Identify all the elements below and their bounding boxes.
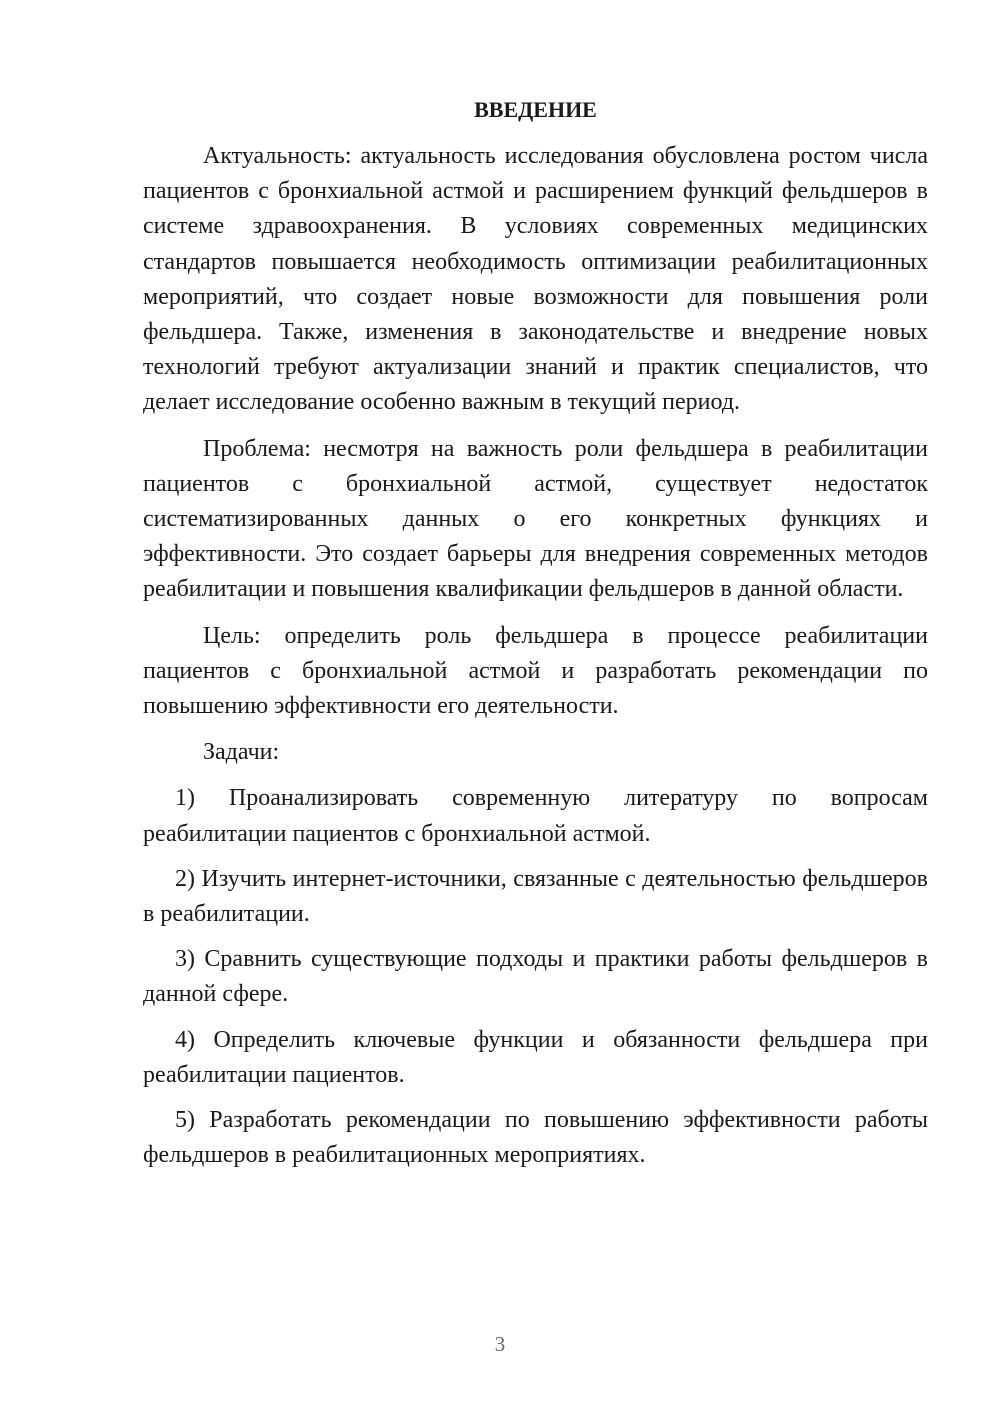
paragraph-tasks-label: Задачи:	[203, 739, 280, 766]
paragraph-relevance: Актуальность: актуальность исследования обусловлена ростом числа пациентов с бронхиальной астмой и расширением функций фельдшеров в системе здравоохранения. В условиях современных медицинских стандартов повышается необходимость оптимизации реабилитационных мероприятий, что создает новые возможности для повышения роли фельдшера. Также, изменения в законодательстве и внедрение новых технологий требуют актуализации знаний и практик специалистов, что делает исследование особенно важным в текущий период.	[143, 143, 928, 416]
section-heading: ВВЕДЕНИЕ	[474, 97, 597, 122]
page-number: 3	[494, 1332, 506, 1356]
task-item-2: 2) Изучить интернет-источники, связанные с деятельностью фельдшеров в реабилитации.	[143, 865, 928, 928]
paragraph-goal: Цель: определить роль фельдшера в процессе реабилитации пациентов с бронхиальной астмой и разработать рекомендации по повышению эффективности его деятельности.	[143, 622, 928, 720]
document-body	[143, 92, 928, 1183]
task-item-1: 1) Проанализировать современную литературу по вопросам реабилитации пациентов с бронхиальной астмой.	[143, 785, 928, 847]
task-item-5: 5) Разработать рекомендации по повышению эффективности работы фельдшеров в реабилитационных мероприятиях.	[143, 1107, 928, 1169]
task-item-3: 3) Сравнить существующие подходы и практики работы фельдшеров в данной сфере.	[143, 946, 928, 1008]
task-item-4: 4) Определить ключевые функции и обязанности фельдшера при реабилитации пациентов.	[143, 1026, 928, 1088]
paragraph-problem: Проблема: несмотря на важность роли фельдшера в реабилитации пациентов с бронхиальной астмой, существует недостаток систематизированных данных о его конкретных функциях и эффективности. Это создает барьеры для внедрения современных методов реабилитации и повышения квалификации фельдшеров в данной области.	[143, 435, 928, 603]
